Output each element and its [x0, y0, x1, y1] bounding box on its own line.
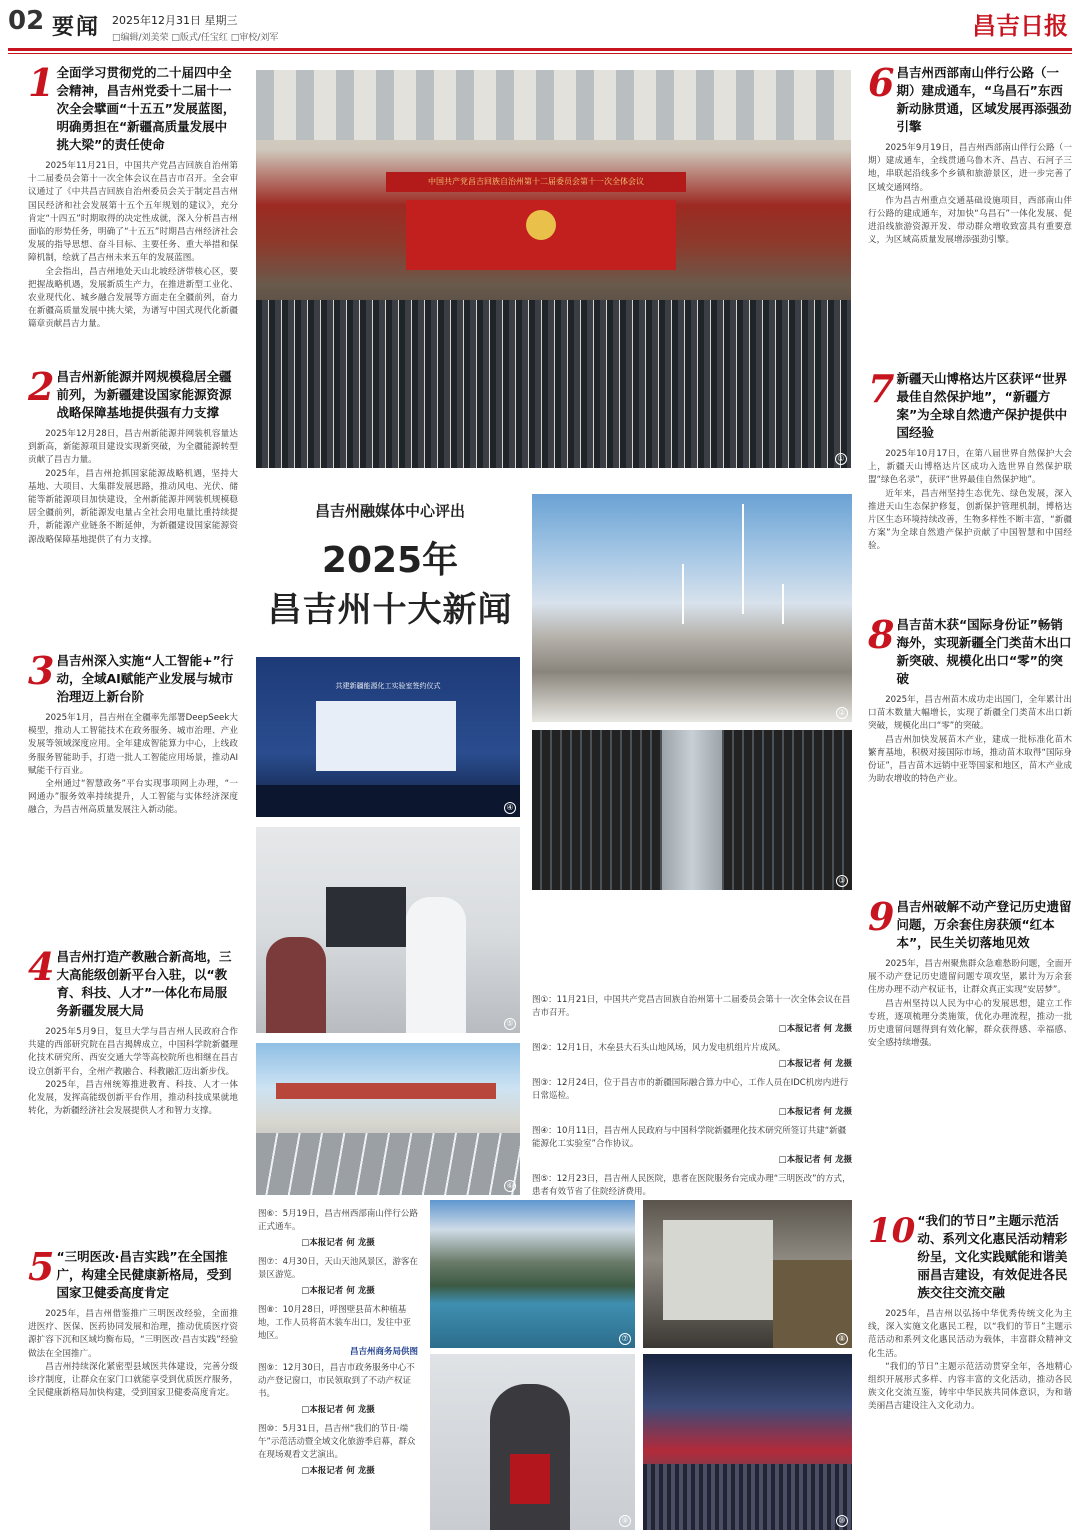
item-body: 2025年11月21日，中国共产党昌吉回族自治州第十二届委员会第十一次全体会议在昌吉市召开。全会审议通过了《中共昌吉回族自治州委员会关于制定昌吉州国民经济和社会发展第十五个五年规划的建议》，充分肯定“十四五”时期取得的决定性成就，深入分析昌吉州面临的形势任务，明确了“十五五”时期昌吉州经济社会发展的指导思想、奋斗目标、主要任务、重大举措和保障机制，绘就了昌吉州未来五年的发展蓝图。	[28, 161, 238, 264]
item-body: 2025年，昌吉州抢抓国家能源战略机遇，坚持大基地、大项目、大集群发展思路，推动风电、光伏、储能等新能源项目加快建设，全州新能源并网装机规模稳居全疆前列，新能源发电量占全社会用电量比重持续提升，新能源产业链条不断延伸，为新疆建设国家能源资源战略保障基地提供了有力支撑。	[28, 468, 238, 545]
photo-label: ⑥	[504, 1180, 516, 1192]
caption: 图⑦：4月30日，天山天池风景区，游客在景区游览。	[258, 1257, 418, 1280]
photo-plenary-session	[256, 70, 851, 468]
caption-reporter: □本报记者 何 龙摄	[778, 1024, 852, 1034]
item-body: 2025年，昌吉州以弘扬中华优秀传统文化为主线，深入实施文化惠民工程，以“我们的节日”主题示范活动和系列文化惠民活动为载体，丰富群众精神文化生活。	[868, 1309, 1072, 1359]
caption-reporter: □本报记者 何 龙摄	[301, 1286, 375, 1296]
caption: 图③：12月24日，位于昌吉市的新疆国际融合算力中心，工作人员在IDC机房内进行日常巡检。	[532, 1078, 849, 1101]
photo-tianchi-lake	[430, 1200, 635, 1348]
feature-title: 昌吉州十大新闻	[267, 590, 513, 630]
news-item-7	[868, 366, 1072, 554]
road	[256, 1133, 520, 1195]
item-body: 昌吉州加快发展苗木产业，建成一批标准化苗木繁育基地，积极对接国际市场，推动苗木取得“国际身份证”，昌吉苗木远销中亚等国家和地区，苗木产业成为助农增收的特色产业。	[868, 734, 1072, 785]
server-racks-left	[532, 730, 662, 890]
server-racks-right	[722, 730, 852, 890]
item-body: 2025年，昌吉州统筹推进教育、科技、人才一体化发展，发挥高能级创新平台作用，推动科技成果就地转化，为新疆经济社会发展提供人才和智力支撑。	[28, 1079, 238, 1117]
turbine-tower	[682, 564, 684, 624]
issue-date: 2025年12月31日 星期三	[112, 14, 238, 27]
item-number: 5	[28, 1244, 55, 1289]
item-title: 昌吉州新能源并网规模稳居全疆前列，为新疆建设国家能源资源战略保障基地提供强有力支撑	[56, 369, 232, 420]
ceiling-lights	[256, 70, 851, 140]
item-number: 10	[868, 1211, 916, 1251]
item-title: 昌吉州打造产教融合新高地，三大高能级创新平台入驻，以“教育、科技、人才”一体化布局服务新疆发展大局	[56, 949, 232, 1018]
photo-hospital-service	[256, 827, 520, 1033]
truck-trailer	[663, 1220, 773, 1320]
item-title: 新疆天山博格达片区获评“世界最佳自然保护地”，“新疆方案”为全球自然遗产保护提供中国经验	[896, 371, 1068, 440]
monitor	[326, 887, 406, 947]
item-number: 6	[868, 60, 895, 105]
stage-floor	[256, 785, 520, 817]
caption-reporter: □本报记者 何 龙摄	[301, 1238, 375, 1248]
section-title: 要闻	[52, 15, 101, 40]
item-number: 1	[28, 60, 55, 105]
photo-label: ⑤	[504, 1018, 516, 1030]
photo-label: ④	[504, 802, 516, 814]
screen-text: 共建新疆能源化工实验室签约仪式	[335, 682, 441, 690]
photo-seedling-truck	[643, 1200, 852, 1348]
feature-subtitle: 昌吉州融媒体中心评出	[314, 502, 465, 520]
item-body: 2025年5月9日，复旦大学与昌吉州人民政府合作共建的西部研究院在昌吉揭牌成立，中国科学院新疆理化技术研究所、西安交通大学等高校院所也相继在昌吉设立创新平台，全州产教融合、科教融汇迈出新步伐。	[28, 1027, 238, 1077]
photo-data-center	[532, 730, 852, 890]
screen-panel	[316, 701, 456, 771]
caption: 图②：12月1日，木垒县大石头山地风场，风力发电机组片片成风。	[532, 1043, 786, 1053]
item-body: 昌吉州坚持以人民为中心的发展思想，建立工作专班，逐项梳理分类施策，优化办理流程，推动一批历史遗留问题得到有效化解，群众获得感、幸福感、安全感持续增强。	[868, 998, 1072, 1049]
photo-label: ①	[835, 453, 847, 465]
caption: 图①：11月21日，中国共产党昌吉回族自治州第十二届委员会第十一次全体会议在昌吉市召开。	[532, 995, 851, 1018]
item-title: 昌吉州深入实施“人工智能+”行动，全域AI赋能产业发展与城市治理迈上新台阶	[56, 653, 234, 704]
item-number: 4	[28, 944, 55, 989]
photo-label: ⑦	[619, 1333, 631, 1345]
toll-canopy	[276, 1083, 496, 1099]
item-title: “我们的节日”主题示范活动、系列文化惠民活动精彩纷呈，文化实践赋能和谐美丽昌吉建设，有效促进各民族交往交流交融	[917, 1213, 1068, 1300]
caption-source: 昌吉州商务局供图	[349, 1347, 418, 1357]
item-title: 昌吉州西部南山伴行公路（一期）建成通车，“乌昌石”东西新动脉贯通，区域发展再添强劲引擎	[896, 65, 1072, 134]
item-title: 昌吉苗木获“国际身份证”畅销海外，实现新疆全门类苗木出口新突破、规模化出口“零”的突破	[896, 617, 1072, 686]
item-body: 2025年，昌吉州聚焦群众急难愁盼问题，全面开展不动产登记历史遗留问题专项攻坚，累计为万余套住房办理不动产权证书，让群众真正实现“安居梦”。	[868, 959, 1072, 996]
item-number: 9	[868, 894, 895, 939]
photo-label: ③	[836, 875, 848, 887]
caption: 图④：10月11日，昌吉州人民政府与中国科学院新疆理化技术研究所签订共建“新疆能源化工实验室”合作协议。	[532, 1126, 847, 1149]
patient	[266, 937, 326, 1033]
item-number: 2	[28, 364, 55, 409]
editors-line: □编辑/刘美荣 □版式/任宝红 □审校/刘军	[112, 33, 279, 43]
item-number: 8	[868, 612, 895, 657]
item-number: 3	[28, 648, 55, 693]
item-body: 2025年10月17日，在第八届世界自然保护大会上，新疆天山博格达片区成功入选世界自然保护联盟“绿色名录”，获评“世界最佳自然保护地”。	[868, 449, 1072, 486]
item-body: 2025年9月19日，昌吉州西部南山伴行公路（一期）建成通车，全线贯通乌鲁木齐、昌吉、石河子三地，串联起沿线多个乡镇和旅游景区，进一步完善了区域交通网络。	[868, 143, 1072, 193]
photo-label: ②	[836, 707, 848, 719]
news-item-5	[28, 1244, 238, 1400]
caption: 图⑨：12月30日，昌吉市政务服务中心不动产登记窗口，市民领取到了不动产权证书。	[258, 1363, 415, 1399]
audience-rows	[256, 300, 851, 468]
caption: 图⑥：5月19日，昌吉州西部南山伴行公路正式通车。	[258, 1209, 418, 1232]
item-title: 全面学习贯彻党的二十届四中全会精神，昌吉州党委十二届十一次全会擘画“十五五”发展蓝图，明确勇担在“新疆高质量发展中挑大梁”的责任使命	[56, 65, 236, 152]
news-item-9	[868, 894, 1072, 1050]
news-item-4	[28, 944, 238, 1118]
caption: 图⑧：10月28日，呼图壁县苗木种植基地，工作人员将苗木装车出口，发往中亚地区。	[258, 1305, 412, 1341]
crowd	[643, 1464, 852, 1530]
item-body: 作为昌吉州重点交通基础设施项目，西部南山伴行公路的建成通车，对加快“乌昌石”一体化发展、促进沿线旅游资源开发、带动群众增收致富具有重要意义，为区域高质量发展增添强劲引擎。	[868, 195, 1072, 246]
caption: 图⑩：5月31日，昌吉州“我们的节日·端午”示范活动暨全域文化旅游季启幕，群众在现场观看文艺演出。	[258, 1424, 416, 1460]
item-title: 昌吉州破解不动产登记历史遗留问题，万余套住房获颁“红本本”，民生关切落地见效	[896, 899, 1072, 950]
item-body: 2025年1月，昌吉州在全疆率先部署DeepSeek大模型，推动人工智能技术在政务服务、城市治理、产业发展等领域深度应用。全年建成智能算力中心，上线政务服务智能助手，打造一批人工智能应用场景，推动AI赋能千行百业。	[28, 713, 238, 776]
turbine-tower	[782, 584, 784, 624]
feature-year: 2025年	[321, 540, 459, 581]
turbine-tower	[742, 504, 744, 614]
captions-block-2	[258, 1208, 418, 1484]
party-emblem-icon	[526, 210, 556, 240]
news-item-8	[868, 612, 1072, 786]
photo-signing-ceremony	[256, 657, 520, 817]
photo-wind-farm	[532, 494, 852, 722]
item-body: 2025年，昌吉州借鉴推广三明医改经验，全面推进医疗、医保、医药协同发展和治理，推动优质医疗资源扩容下沉和区域均衡布局，“三明医改·昌吉实践”经验做法在全国推广。	[28, 1309, 238, 1359]
item-body: 2025年12月28日，昌吉州新能源并网装机容量达到新高，新能源项目建设实现新突破，为全疆能源转型贡献了昌吉力量。	[28, 429, 238, 466]
header-rule-thin	[8, 53, 1072, 54]
caption-reporter: □本报记者 何 龙摄	[301, 1466, 375, 1476]
captions-block-1	[532, 994, 852, 1221]
item-number: 7	[868, 366, 895, 411]
page-number: 02	[8, 6, 45, 36]
item-body: 2025年，昌吉州苗木成功走出国门，全年累计出口苗木数量大幅增长，实现了新疆全门类苗木出口新突破，规模化出口“零”的突破。	[868, 695, 1072, 732]
photo-label: ⑨	[619, 1515, 631, 1527]
item-body: 昌吉州持续深化紧密型县域医共体建设，完善分级诊疗制度，让群众在家门口就能享受到优质医疗服务，全民健康新格局加快构建，受到国家卫健委高度肯定。	[28, 1361, 238, 1399]
news-item-6	[868, 60, 1072, 248]
item-body: “我们的节日”主题示范活动贯穿全年，各地精心组织开展形式多样、内容丰富的文化活动，推动各民族文化交流互鉴，铸牢中华民族共同体意识，为和谐美丽昌吉建设注入文化动力。	[868, 1361, 1072, 1412]
caption-reporter: □本报记者 何 龙摄	[301, 1405, 375, 1415]
caption-reporter: □本报记者 何 龙摄	[778, 1107, 852, 1117]
item-body: 近年来，昌吉州坚持生态优先、绿色发展，深入推进天山生态保护修复，创新保护管理机制，博格达片区生态环境持续改善，生物多样性不断丰富，“新疆方案”为全球自然遗产保护贡献了中国智慧和中国经验。	[868, 488, 1072, 552]
news-item-2	[28, 364, 238, 547]
stage-banner: 中国共产党昌吉回族自治州第十二届委员会第十一次全体会议	[386, 172, 686, 192]
photo-label: ⑩	[836, 1515, 848, 1527]
caption: 图⑤：12月23日，昌吉州人民医院，患者在医院服务台完成办理“三明医改”的方式，患者有效节省了住院经济费用。	[532, 1174, 851, 1197]
photo-highway-toll	[256, 1043, 520, 1195]
nurse	[406, 897, 466, 1033]
caption-reporter: □本报记者 何 龙摄	[778, 1155, 852, 1165]
item-body: 全州通过“智慧政务”平台实现事项网上办理，“一网通办”服务效率持续提升，人工智能与实体经济深度融合，为昌吉州高质量发展注入新动能。	[28, 779, 238, 816]
photo-property-certificate	[430, 1354, 635, 1530]
news-item-3	[28, 648, 238, 818]
red-certificate	[510, 1454, 550, 1504]
photo-label: ⑧	[836, 1333, 848, 1345]
caption-reporter: □本报记者 何 龙摄	[778, 1059, 852, 1069]
item-body: 全会指出，昌吉州地处天山北坡经济带核心区，要把握战略机遇，发展新质生产力，在推进新型工业化、农业现代化、城乡融合发展等方面走在全疆前列，奋力在新疆高质量发展中挑大梁，为谱写中国式现代化新疆篇章贡献昌吉力量。	[28, 266, 238, 330]
newspaper-logo: 昌吉日报	[972, 11, 1068, 40]
photo-festival-performance	[643, 1354, 852, 1530]
item-title: “三明医改·昌吉实践”在全国推广，构建全民健康新格局，受到国家卫健委高度肯定	[56, 1249, 232, 1300]
news-item-1	[28, 60, 238, 332]
news-item-10	[868, 1212, 1072, 1414]
header-rule	[8, 48, 1072, 51]
